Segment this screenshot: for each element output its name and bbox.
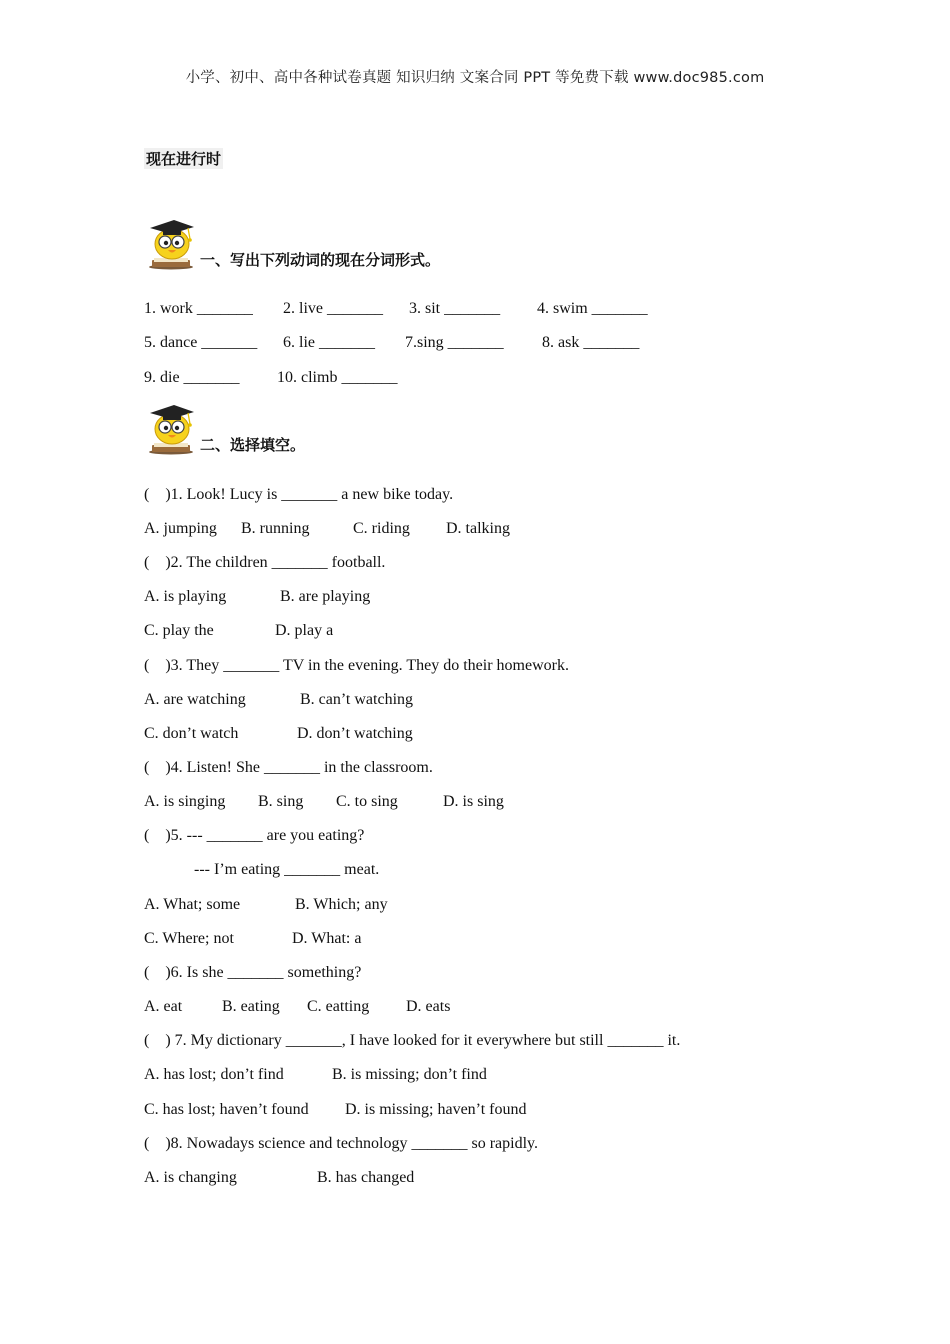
option: D. is sing	[443, 793, 504, 810]
option: B. are playing	[280, 588, 371, 605]
option: B. eating	[222, 998, 280, 1015]
option: A. is singing	[144, 793, 226, 810]
page-title: 现在进行时	[146, 150, 222, 168]
graduate-mascot-icon	[144, 397, 198, 455]
option: A. is changing	[144, 1169, 237, 1186]
verb-item: 8. ask _______	[542, 334, 640, 351]
verb-item: 6. lie _______	[283, 334, 375, 351]
question-2: ( )2. The children _______ football.	[144, 554, 386, 571]
option: A. is playing	[144, 588, 227, 605]
question-1: ( )1. Look! Lucy is _______ a new bike today.	[144, 486, 454, 503]
option: B. has changed	[317, 1169, 415, 1186]
verb-item: 4. swim _______	[537, 300, 648, 317]
option: C. eatting	[307, 998, 370, 1015]
page-header: 小学、初中、高中各种试卷真题 知识归纳 文案合同 PPT 等免费下载 www.doc985.com	[185, 70, 765, 86]
option: B. is missing; don’t find	[332, 1066, 487, 1083]
verb-item: 7.sing _______	[405, 334, 504, 351]
section-1-heading	[144, 212, 440, 270]
option: D. talking	[446, 520, 510, 537]
option: A. eat	[144, 998, 183, 1015]
section-1-title: 一、写出下列动词的现在分词形式。	[200, 251, 441, 269]
option: D. eats	[406, 998, 451, 1015]
question-8: ( )8. Nowadays science and technology _______ so rapidly.	[144, 1135, 538, 1152]
option: B. Which; any	[295, 896, 388, 913]
verb-item: 10. climb _______	[277, 369, 398, 386]
section-2-title: 二、选择填空。	[200, 436, 306, 454]
options-8	[144, 1168, 415, 1228]
verb-item: 2. live _______	[283, 300, 383, 317]
question-4: ( )4. Listen! She _______ in the classroom.	[144, 759, 433, 776]
graduate-mascot-icon	[144, 212, 198, 270]
option: A. has lost; don’t find	[144, 1066, 284, 1083]
question-5: ( )5. --- _______ are you eating?	[144, 827, 365, 844]
section-2-heading	[144, 397, 305, 455]
question-5-reply: --- I’m eating _______ meat.	[194, 861, 380, 878]
option: A. are watching	[144, 691, 246, 708]
option: C. don’t watch	[144, 725, 239, 742]
option: C. play the	[144, 622, 214, 639]
option: D. is missing; haven’t found	[345, 1101, 527, 1118]
option: C. to sing	[336, 793, 398, 810]
verb-item: 5. dance _______	[144, 334, 258, 351]
option: A. What; some	[144, 896, 241, 913]
option: A. jumping	[144, 520, 217, 537]
option: B. running	[241, 520, 310, 537]
option: C. riding	[353, 520, 410, 537]
option: B. sing	[258, 793, 304, 810]
option: C. Where; not	[144, 930, 234, 947]
question-7: ( ) 7. My dictionary _______, I have looked for it everywhere but still _______ it.	[144, 1032, 681, 1049]
option: D. play a	[275, 622, 334, 639]
question-3: ( )3. They _______ TV in the evening. They do their homework.	[144, 657, 569, 674]
option: D. don’t watching	[297, 725, 413, 742]
question-6: ( )6. Is she _______ something?	[144, 964, 362, 981]
option: D. What: a	[292, 930, 362, 947]
option: B. can’t watching	[300, 691, 414, 708]
verb-item: 3. sit _______	[409, 300, 501, 317]
option: C. has lost; haven’t found	[144, 1101, 309, 1118]
verb-item: 9. die _______	[144, 369, 240, 386]
verb-item: 1. work _______	[144, 300, 253, 317]
